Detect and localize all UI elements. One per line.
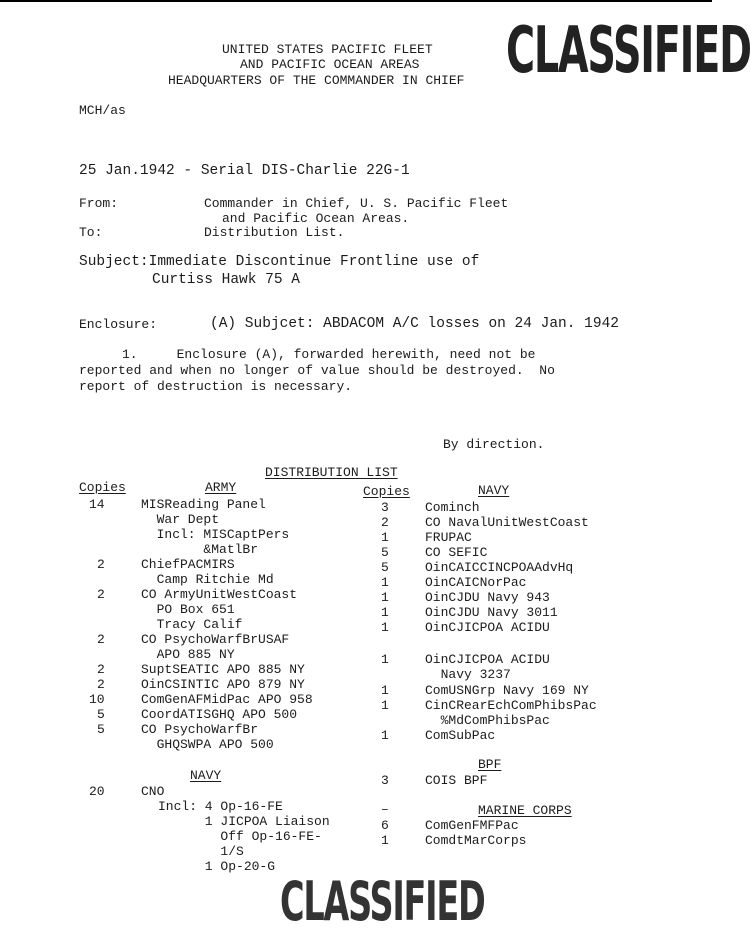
right-entry: CO NavalUnitWestCoast	[425, 515, 589, 530]
enclosure-label: Enclosure:	[79, 317, 158, 332]
right-entry: Cominch	[425, 500, 480, 515]
left-copies-header: Copies	[79, 480, 126, 495]
by-direction: By direction.	[443, 437, 545, 452]
left-entry: APO 885 NY	[141, 647, 235, 662]
right-copies: 1	[381, 683, 389, 698]
left-entry: ChiefPACMIRS	[141, 557, 235, 572]
left-entry: &MatlBr	[141, 542, 259, 557]
serial-line: 25 Jan.1942 - Serial DIS-Charlie 22G-1	[79, 163, 410, 179]
marine-entry: ComdtMarCorps	[425, 833, 527, 848]
letterhead-line-1: UNITED STATES PACIFIC FLEET	[222, 42, 433, 57]
right-entry: OinCJICPOA ACIDU	[425, 652, 550, 667]
left-copies: 5	[97, 722, 105, 737]
right-copies: 1	[381, 605, 389, 620]
right-entry: CO SEFIC	[425, 545, 488, 560]
subject-line-2: Curtiss Hawk 75 A	[152, 272, 300, 288]
right-copies: 1	[381, 698, 389, 713]
left-copies: 2	[97, 662, 105, 677]
left-entry: MISReading Panel	[141, 497, 266, 512]
left-entry: Camp Ritchie Md	[141, 572, 274, 587]
right-entry: OinCJDU Navy 3011	[425, 605, 558, 620]
bpf-copies: 3	[381, 773, 389, 788]
right-copies: 1	[381, 530, 389, 545]
subject-line-1: Subject:Immediate Discontinue Frontline use of	[79, 254, 480, 270]
left-entry: Tracy Calif	[141, 617, 243, 632]
enclosure-value: (A) Subjcet: ABDACOM A/C losses on 24 Jan. 1942	[210, 316, 619, 332]
marine-dash: –	[381, 802, 389, 817]
cno-copies: 20	[89, 784, 105, 799]
marine-entry: ComGenFMFPac	[425, 818, 519, 833]
right-copies: 1	[381, 620, 389, 635]
left-copies: 2	[97, 632, 105, 647]
marine-copies: 1	[381, 833, 389, 848]
right-copies: 3	[381, 500, 389, 515]
right-entry: %MdComPhibsPac	[425, 713, 550, 728]
marine-copies: 6	[381, 818, 389, 833]
left-copies: 2	[97, 587, 105, 602]
letterhead-line-2: AND PACIFIC OCEAN AREAS	[240, 57, 420, 72]
left-entry: PO Box 651	[141, 602, 235, 617]
left-entry: CO ArmyUnitWestCoast	[141, 587, 298, 602]
classified-stamp-bottom: CLASSIFIED	[280, 870, 485, 933]
page-top-border	[0, 0, 712, 2]
right-entry: OinCAICNorPac	[425, 575, 527, 590]
navy-header-right: NAVY	[478, 483, 510, 498]
left-entry: War Dept	[141, 512, 220, 527]
distribution-list-title: DISTRIBUTION LIST	[265, 465, 398, 480]
body-line-3: report of destruction is necessary.	[79, 379, 353, 394]
to-label: To:	[79, 225, 103, 240]
army-header: ARMY	[205, 480, 237, 495]
left-entry: CoordATISGHQ APO 500	[141, 707, 298, 722]
left-entry: ComGenAFMidPac APO 958	[141, 692, 313, 707]
from-value-line-1: Commander in Chief, U. S. Pacific Fleet	[204, 196, 509, 211]
from-value-line-2: and Pacific Ocean Areas.	[222, 211, 410, 226]
left-entry: OinCSINTIC APO 879 NY	[141, 677, 305, 692]
marine-corps-header: MARINE CORPS	[478, 803, 572, 818]
left-copies: 14	[89, 497, 105, 512]
navy-header-left: NAVY	[190, 768, 222, 783]
to-value: Distribution List.	[204, 225, 345, 240]
right-entry: OinCJDU Navy 943	[425, 590, 550, 605]
left-entry: SuptSEATIC APO 885 NY	[141, 662, 305, 677]
right-entry: ComSubPac	[425, 728, 496, 743]
right-entry: FRUPAC	[425, 530, 472, 545]
letterhead-line-3: HEADQUARTERS OF THE COMMANDER IN CHIEF	[168, 73, 465, 88]
right-copies: 1	[381, 728, 389, 743]
right-copies-header: Copies	[363, 484, 410, 499]
cno-incl-line: Incl: 4 Op-16-FE	[158, 799, 283, 814]
right-copies: 1	[381, 575, 389, 590]
left-copies: 10	[89, 692, 105, 707]
right-entry: ComUSNGrp Navy 169 NY	[425, 683, 589, 698]
right-entry: OinCJICPOA ACIDU	[425, 620, 550, 635]
left-copies: 2	[97, 677, 105, 692]
left-entry: GHQSWPA APO 500	[141, 737, 274, 752]
right-copies: 2	[381, 515, 389, 530]
cno-incl-line: Off Op-16-FE-	[158, 829, 322, 844]
body-line-2: reported and when no longer of value should be destroyed. No	[79, 363, 555, 378]
right-copies: 1	[381, 652, 389, 667]
cno-incl-line: 1 JICPOA Liaison	[158, 814, 330, 829]
left-copies: 5	[97, 707, 105, 722]
right-entry: Navy 3237	[425, 667, 511, 682]
reference-initials: MCH/as	[79, 103, 126, 118]
right-copies: 5	[381, 560, 389, 575]
cno-incl-line: 1/S	[158, 844, 244, 859]
right-entry: OinCAICCINCPOAAdvHq	[425, 560, 574, 575]
left-entry: CO PsychoWarfBrUSAF	[141, 632, 290, 647]
bpf-header: BPF	[478, 757, 502, 772]
left-copies: 2	[97, 557, 105, 572]
body-line-1: 1. Enclosure (A), forwarded herewith, need not be	[122, 347, 536, 362]
bpf-entry: COIS BPF	[425, 773, 488, 788]
classified-stamp-top: CLASSIFIED	[506, 14, 751, 88]
left-entry: Incl: MISCaptPers	[141, 527, 290, 542]
right-entry: CinCRearEchComPhibsPac	[425, 698, 597, 713]
cno-incl-line: 1 Op-20-G	[158, 859, 276, 874]
from-label: From:	[79, 196, 119, 211]
left-entry: CO PsychoWarfBr	[141, 722, 259, 737]
cno-label: CNO	[141, 784, 165, 799]
right-copies: 5	[381, 545, 389, 560]
right-copies: 1	[381, 590, 389, 605]
